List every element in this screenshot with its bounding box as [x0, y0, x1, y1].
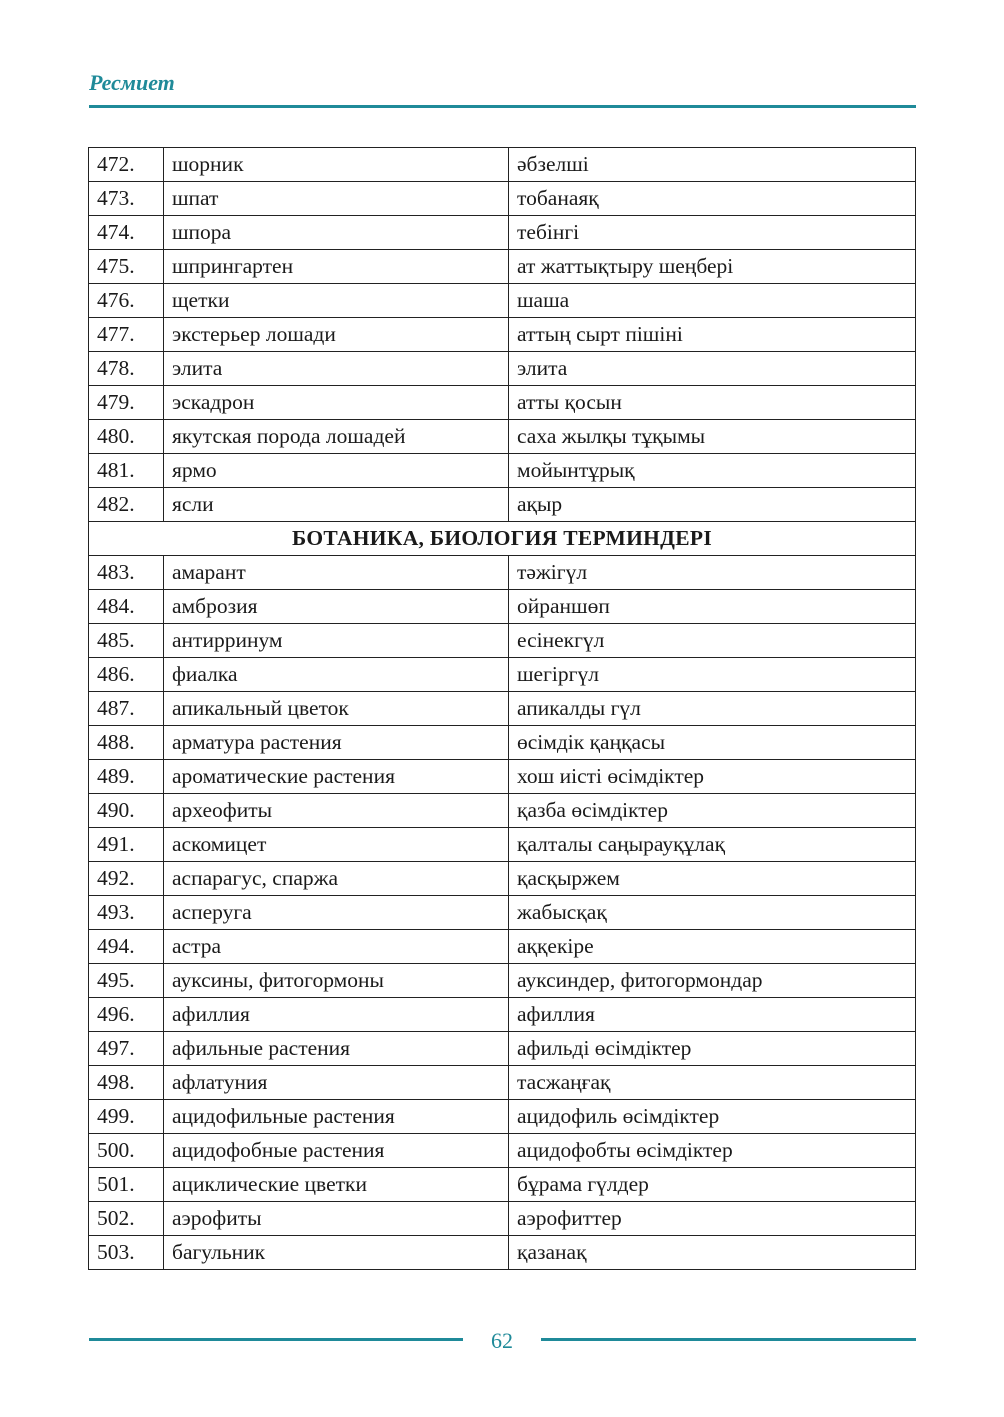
term-number: 500.	[89, 1134, 164, 1168]
kazakh-term: қазанақ	[509, 1236, 916, 1270]
term-number: 494.	[89, 930, 164, 964]
russian-term: щетки	[164, 284, 509, 318]
russian-term: асперуга	[164, 896, 509, 930]
table-row	[89, 794, 916, 828]
russian-term: шпат	[164, 182, 509, 216]
kazakh-term: тәжігүл	[509, 556, 916, 590]
table-row	[89, 386, 916, 420]
table-row	[89, 624, 916, 658]
russian-term: фиалка	[164, 658, 509, 692]
term-number: 473.	[89, 182, 164, 216]
russian-term: ауксины, фитогормоны	[164, 964, 509, 998]
russian-term: астра	[164, 930, 509, 964]
term-number: 503.	[89, 1236, 164, 1270]
table-row	[89, 488, 916, 522]
kazakh-term: тасжаңғақ	[509, 1066, 916, 1100]
kazakh-term: бұрама гүлдер	[509, 1168, 916, 1202]
kazakh-term: элита	[509, 352, 916, 386]
table-row	[89, 318, 916, 352]
footer-rule-right	[541, 1338, 916, 1341]
russian-term: аскомицет	[164, 828, 509, 862]
term-number: 482.	[89, 488, 164, 522]
terms-table-body	[89, 148, 916, 1270]
term-number: 474.	[89, 216, 164, 250]
russian-term: ацидофильные растения	[164, 1100, 509, 1134]
table-row	[89, 828, 916, 862]
russian-term: эскадрон	[164, 386, 509, 420]
table-row	[89, 658, 916, 692]
table-row	[89, 930, 916, 964]
table-row	[89, 454, 916, 488]
kazakh-term: афиллия	[509, 998, 916, 1032]
term-number: 487.	[89, 692, 164, 726]
kazakh-term: шаша	[509, 284, 916, 318]
kazakh-term: тобанаяқ	[509, 182, 916, 216]
russian-term: археофиты	[164, 794, 509, 828]
russian-term: шпрингартен	[164, 250, 509, 284]
russian-term: ациклические цветки	[164, 1168, 509, 1202]
russian-term: афлатуния	[164, 1066, 509, 1100]
term-number: 481.	[89, 454, 164, 488]
russian-term: арматура растения	[164, 726, 509, 760]
term-number: 495.	[89, 964, 164, 998]
table-row	[89, 420, 916, 454]
term-number: 480.	[89, 420, 164, 454]
term-number: 488.	[89, 726, 164, 760]
table-row	[89, 1066, 916, 1100]
russian-term: амброзия	[164, 590, 509, 624]
term-number: 490.	[89, 794, 164, 828]
term-number: 501.	[89, 1168, 164, 1202]
term-number: 483.	[89, 556, 164, 590]
table-row	[89, 998, 916, 1032]
kazakh-term: тебінгі	[509, 216, 916, 250]
term-number: 485.	[89, 624, 164, 658]
kazakh-term: мойынтұрық	[509, 454, 916, 488]
term-number: 475.	[89, 250, 164, 284]
term-number: 489.	[89, 760, 164, 794]
table-row	[89, 216, 916, 250]
term-number: 476.	[89, 284, 164, 318]
table-row	[89, 284, 916, 318]
kazakh-term: ойраншөп	[509, 590, 916, 624]
kazakh-term: ауксиндер, фитогормондар	[509, 964, 916, 998]
kazakh-term: қалталы саңырауқұлақ	[509, 828, 916, 862]
kazakh-term: жабысқақ	[509, 896, 916, 930]
russian-term: шпора	[164, 216, 509, 250]
table-row	[89, 692, 916, 726]
kazakh-term: ацидофобты өсімдіктер	[509, 1134, 916, 1168]
term-number: 472.	[89, 148, 164, 182]
kazakh-term: атты қосын	[509, 386, 916, 420]
section-heading-row	[89, 522, 916, 556]
russian-term: ароматические растения	[164, 760, 509, 794]
term-number: 496.	[89, 998, 164, 1032]
header-title: Ресмиет	[89, 70, 175, 95]
kazakh-term: апикалды гүл	[509, 692, 916, 726]
russian-term: ясли	[164, 488, 509, 522]
term-number: 486.	[89, 658, 164, 692]
kazakh-term: саха жылқы тұқымы	[509, 420, 916, 454]
table-row	[89, 352, 916, 386]
kazakh-term: аққекіре	[509, 930, 916, 964]
footer-rule-left	[89, 1338, 463, 1341]
section-heading: БОТАНИКА, БИОЛОГИЯ ТЕРМИНДЕРІ	[89, 522, 916, 556]
russian-term: экстерьер лошади	[164, 318, 509, 352]
kazakh-term: әбзелші	[509, 148, 916, 182]
russian-term: ацидофобные растения	[164, 1134, 509, 1168]
kazakh-term: афильді өсімдіктер	[509, 1032, 916, 1066]
russian-term: антирринум	[164, 624, 509, 658]
term-number: 499.	[89, 1100, 164, 1134]
table-row	[89, 590, 916, 624]
table-row	[89, 862, 916, 896]
term-number: 493.	[89, 896, 164, 930]
table-row	[89, 1236, 916, 1270]
russian-term: афиллия	[164, 998, 509, 1032]
table-row	[89, 1168, 916, 1202]
kazakh-term: шегіргүл	[509, 658, 916, 692]
kazakh-term: ақыр	[509, 488, 916, 522]
table-row	[89, 148, 916, 182]
term-number: 484.	[89, 590, 164, 624]
russian-term: багульник	[164, 1236, 509, 1270]
kazakh-term: ат жаттықтыру шеңбері	[509, 250, 916, 284]
russian-term: аэрофиты	[164, 1202, 509, 1236]
table-row	[89, 1202, 916, 1236]
term-number: 502.	[89, 1202, 164, 1236]
kazakh-term: аттың сырт пішіні	[509, 318, 916, 352]
table-row	[89, 250, 916, 284]
russian-term: афильные растения	[164, 1032, 509, 1066]
russian-term: якутская порода лошадей	[164, 420, 509, 454]
table-row	[89, 1032, 916, 1066]
table-row	[89, 896, 916, 930]
russian-term: апикальный цветок	[164, 692, 509, 726]
kazakh-term: өсімдік қаңқасы	[509, 726, 916, 760]
russian-term: элита	[164, 352, 509, 386]
table-row	[89, 1134, 916, 1168]
kazakh-term: аэрофиттер	[509, 1202, 916, 1236]
term-number: 491.	[89, 828, 164, 862]
table-row	[89, 556, 916, 590]
table-row	[89, 1100, 916, 1134]
term-number: 492.	[89, 862, 164, 896]
table-row	[89, 182, 916, 216]
page-number: 62	[491, 1328, 513, 1353]
russian-term: ярмо	[164, 454, 509, 488]
table-row	[89, 760, 916, 794]
kazakh-term: есінекгүл	[509, 624, 916, 658]
table-row	[89, 964, 916, 998]
russian-term: шорник	[164, 148, 509, 182]
term-number: 479.	[89, 386, 164, 420]
table-row	[89, 726, 916, 760]
term-number: 497.	[89, 1032, 164, 1066]
russian-term: амарант	[164, 556, 509, 590]
kazakh-term: хош иісті өсімдіктер	[509, 760, 916, 794]
term-number: 477.	[89, 318, 164, 352]
kazakh-term: қасқыржем	[509, 862, 916, 896]
terms-table	[88, 147, 916, 1270]
term-number: 498.	[89, 1066, 164, 1100]
header-rule	[89, 105, 916, 108]
kazakh-term: қазба өсімдіктер	[509, 794, 916, 828]
russian-term: аспарагус, спаржа	[164, 862, 509, 896]
kazakh-term: ацидофиль өсімдіктер	[509, 1100, 916, 1134]
term-number: 478.	[89, 352, 164, 386]
